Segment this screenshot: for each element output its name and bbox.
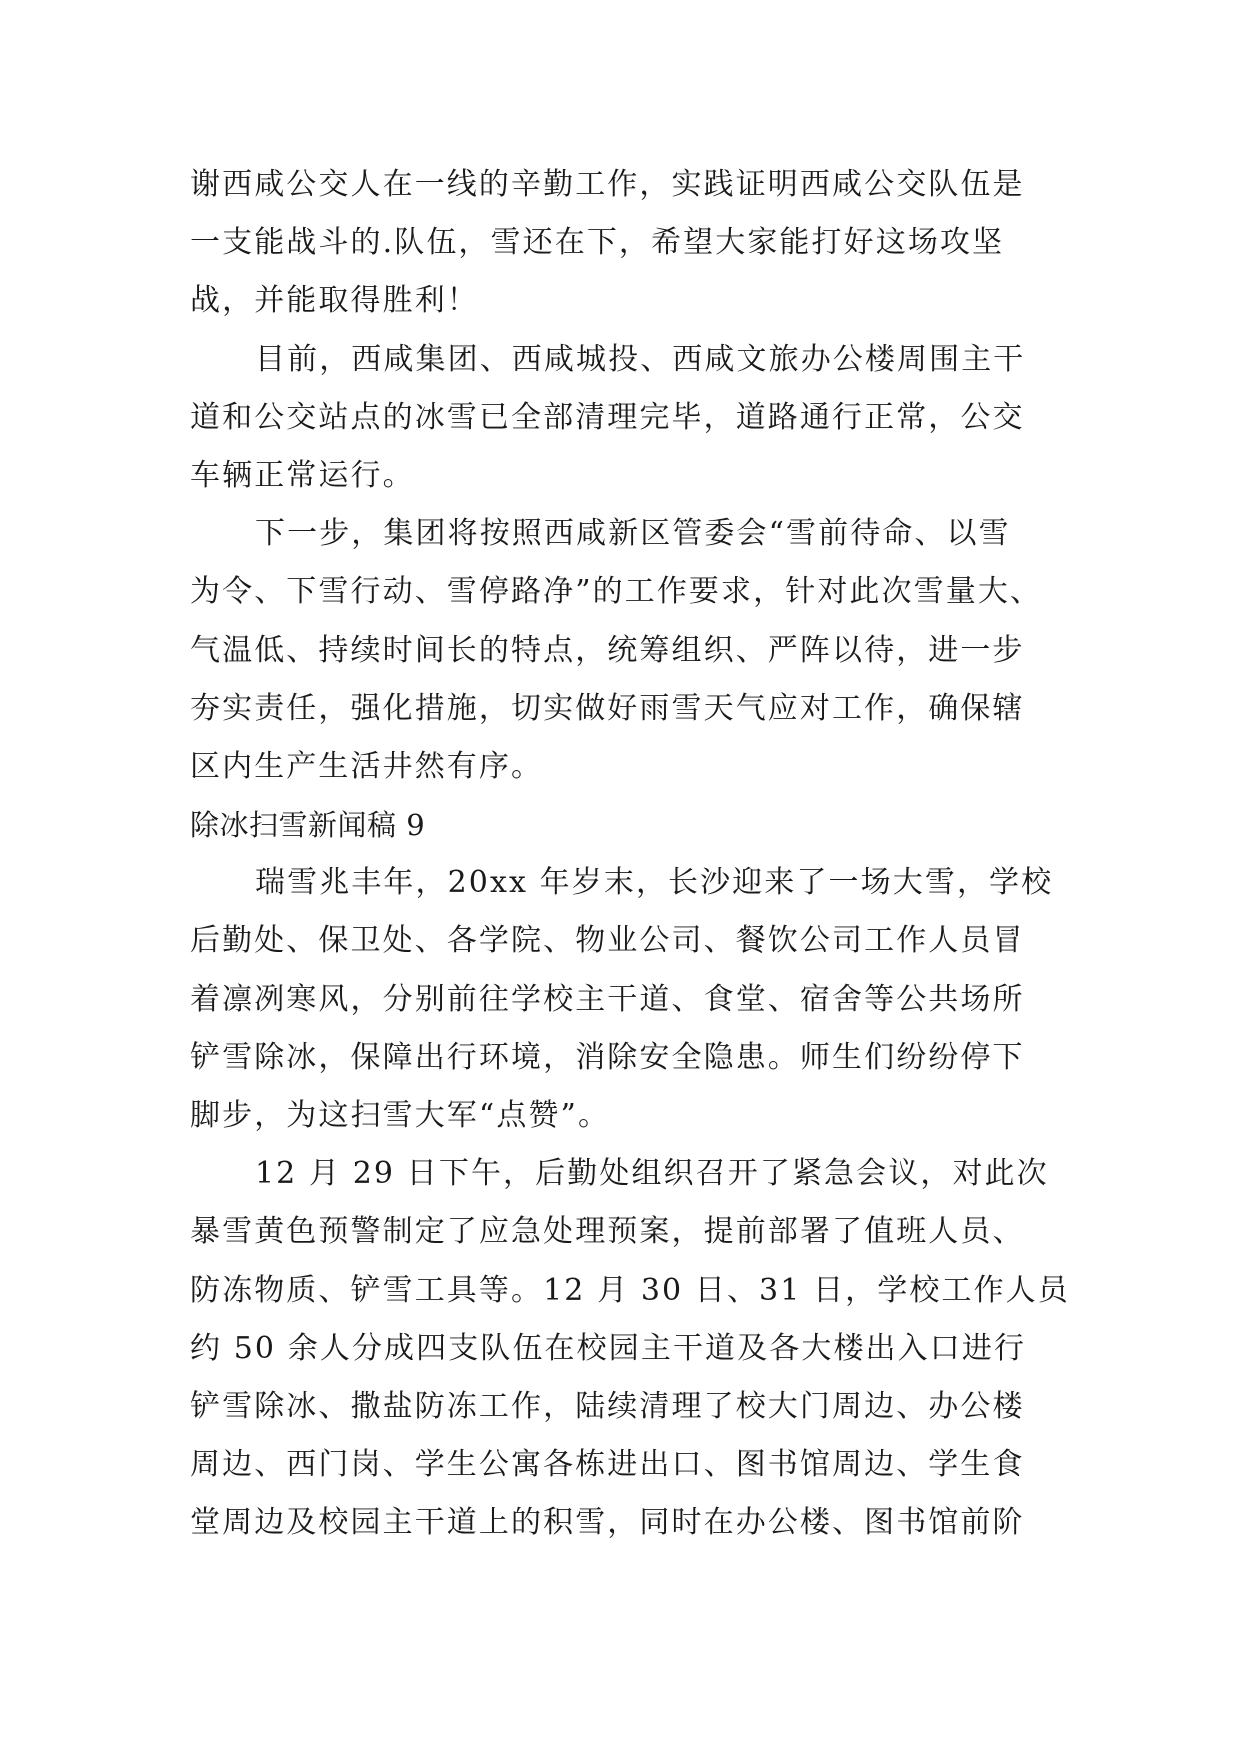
text-line: 道和公交站点的冰雪已全部清理完毕，道路通行正常，公交 <box>190 399 1025 435</box>
text-line: 脚步，为这扫雪大军“点赞”。 <box>190 1098 611 1133</box>
text-line: 铲雪除冰、撒盐防冻工作，陆续清理了校大门周边、办公楼 <box>190 1388 1025 1424</box>
section-heading: 除冰扫雪新闻稿 9 <box>190 808 426 843</box>
paragraph-start-line: 12 月 29 日下午，后勤处组织召开了紧急会议，对此次 <box>255 1156 1049 1192</box>
text-line: 为令、下雪行动、雪停路净”的工作要求，针对此次雪量大、 <box>190 574 1043 610</box>
text-line: 铲雪除冰，保障出行环境，消除安全隐患。师生们纷纷停下 <box>190 1039 1025 1075</box>
text-line: 堂周边及校园主干道上的积雪，同时在办公楼、图书馆前阶 <box>190 1505 1025 1541</box>
paragraph-start-line: 下一步，集团将按照西咸新区管委会“雪前待命、以雪 <box>255 516 1011 552</box>
text-line: 车辆正常运行。 <box>190 457 415 493</box>
text-line: 周边、西门岗、学生公寓各栋进出口、图书馆周边、学生食 <box>190 1447 1025 1483</box>
paragraph-start-line: 目前，西咸集团、西咸城投、西咸文旅办公楼周围主干 <box>255 341 1026 377</box>
text-line: 防冻物质、铲雪工具等。12 月 30 日、31 日，学校工作人员 <box>190 1272 1070 1308</box>
text-line: 战，并能取得胜利！ <box>190 283 479 319</box>
paragraph-start-line: 瑞雪兆丰年，20xx 年岁末，长沙迎来了一场大雪，学校 <box>255 865 1054 901</box>
document-body <box>190 156 1070 1553</box>
text-line: 着凛冽寒风，分别前往学校主干道、食堂、宿舍等公共场所 <box>190 981 1025 1017</box>
text-line: 一支能战斗的.队伍，雪还在下，希望大家能打好这场攻坚 <box>190 225 1005 261</box>
text-line: 谢西咸公交人在一线的辛勤工作，实践证明西咸公交队伍是 <box>190 167 1025 202</box>
text-line: 暴雪黄色预警制定了应急处理预案，提前部署了值班人员、 <box>190 1214 1025 1250</box>
text-line: 后勤处、保卫处、各学院、物业公司、餐饮公司工作人员冒 <box>190 923 1025 959</box>
text-line: 气温低、持续时间长的特点，统筹组织、严阵以待，进一步 <box>190 632 1025 668</box>
text-line: 夯实责任，强化措施，切实做好雨雪天气应对工作，确保辖 <box>190 690 1025 726</box>
text-line: 区内生产生活井然有序。 <box>190 748 544 784</box>
text-line: 约 50 余人分成四支队伍在校园主干道及各大楼出入口进行 <box>190 1330 1027 1366</box>
